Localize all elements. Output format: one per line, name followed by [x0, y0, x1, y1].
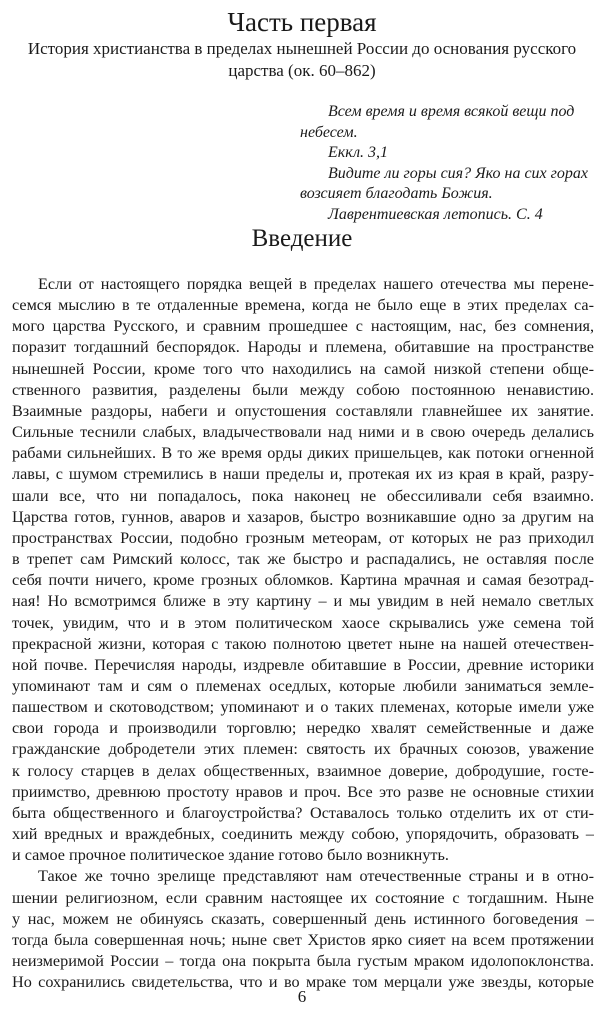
text-line: быта общественного и благоустройства? Оставалось только отделить их от сти- [12, 803, 594, 822]
text-line: пространствах России, подобно грозным метеорам, от которых не раз приходил [12, 528, 594, 547]
text-line: точек, увидим, что и в этом политическом хаосе скрывались уже семена той [12, 613, 594, 632]
text-line: шали все, что ни попадалось, пока наконец не обессиливали себя взаимно. [12, 486, 594, 505]
epigraph-line: небесем. [300, 123, 358, 141]
part-title: Часть первая [227, 7, 377, 37]
text-line: свои города и производили торговлю; нередко хвалят семейственные и даже [12, 719, 594, 738]
text-line: Такое же точно зрелище представляют нам отечественные страны и в отно- [38, 867, 594, 886]
text-line: и самое прочное политическое здание готово было возникнуть. [12, 846, 449, 865]
text-line: у нас, можем не обинуясь сказать, совершенный день истинного боговедения – [12, 909, 594, 928]
text-line: неизмеримой России – тогда она покрыта была густым мраком идолопоклонства. [12, 952, 594, 970]
text-line: ная! Но всмотримся ближе в эту картину – и мы увидим в ней немало светлых [12, 592, 594, 611]
text-line: ной почве. Перечисляя народы, издревле обитавшие в России, древние историки [12, 655, 594, 674]
text-line: прекрасной жизни, которая с такою полнотою цветет ныне на нашей отечествен- [12, 634, 594, 653]
text-line: к голосу старцев в делах общественных, взаимное доверие, добродушие, госте- [12, 761, 594, 780]
text-line: в трепет сам Римский колосс, так же быстро и распадались, не оставляя после [12, 550, 594, 569]
text-line: лавы, с шумом стремились в наши пределы и, протекая их из края в край, разру- [12, 465, 594, 484]
epigraph-line: Лаврентиевская летопись. С. 4 [328, 205, 543, 223]
text-line: шении религиозном, если сравним настоящее их состояние с тогдашним. Ныне [12, 888, 594, 907]
text-line: пашеством и скотоводством; упоминают и о таких племенах, которые имели уже [12, 698, 594, 717]
text-line: ственного развития, разделены были между собою постоянною ненавистию. [12, 380, 594, 399]
epigraph-line: Всем время и время всякой вещи под [328, 103, 575, 120]
text-line: упоминают там и сям о племенах оседлых, которые любили заниматься земле- [12, 676, 594, 695]
page-number: 6 [297, 987, 307, 1006]
text-line: тогда была совершенная ночь; ныне свет Христов ярко сияет на всем протяжении [12, 930, 594, 949]
text-line: Сильные теснили слабых, владычествовали над ними и в свою очередь делались [12, 423, 594, 442]
epigraph-line: Видите ли горы сия? Яко на сих горах [328, 164, 588, 182]
body-text [12, 274, 594, 993]
text-line: нынешней России, кроме того что находились на самой низкой степени обще- [12, 359, 594, 378]
text-line: себя почти ничего, кроме грозных обломков. Картина мрачная и самая безотрад- [12, 571, 594, 590]
text-line: Царства готов, гуннов, аваров и хазаров, быстро возникавшие одно за другим на [12, 507, 594, 526]
text-line: Если от настоящего порядка вещей в пределах нашего отечества мы перене- [38, 275, 594, 293]
text-line: рабами сильнейших. В то же время орды диких пришельцев, как потоки огненной [12, 444, 594, 463]
text-line: мого царства Русского, и сравним прошедшее с настоящим, нас, без сомнения, [12, 317, 594, 336]
text-line: Но сохранились свидетельства, что и во мраке том мерцали уже звезды, которые [12, 973, 594, 992]
text-line: Взаимные раздоры, набеги и опустошения составляли главнейшее их занятие. [12, 401, 594, 420]
epigraph-line: Еккл. 3,1 [328, 144, 389, 161]
epigraph [300, 102, 590, 225]
text-line: поразит тогдашний беспорядок. Народы и племена, обитавшие на пространстве [12, 338, 594, 357]
part-subtitle: История христианства в пределах нынешней России до основания русского царства (ок. 60–862) [27, 39, 577, 80]
text-line: хий вредных и враждебных, соединить между собою, упорядочить, образовать – [12, 825, 594, 844]
epigraph-line: возсияет благодать Божия. [300, 185, 493, 202]
text-line: гражданские добродетели этих племен: святость их брачных союзов, уважение [12, 740, 594, 759]
section-title: Введение [251, 225, 353, 252]
text-line: семся мыслию в те отдаленные времена, когда не было еще в этих пределах са- [12, 296, 594, 315]
text-line: приимство, древнюю простоту нравов и проч. Все это разве не основные стихии [12, 782, 594, 801]
